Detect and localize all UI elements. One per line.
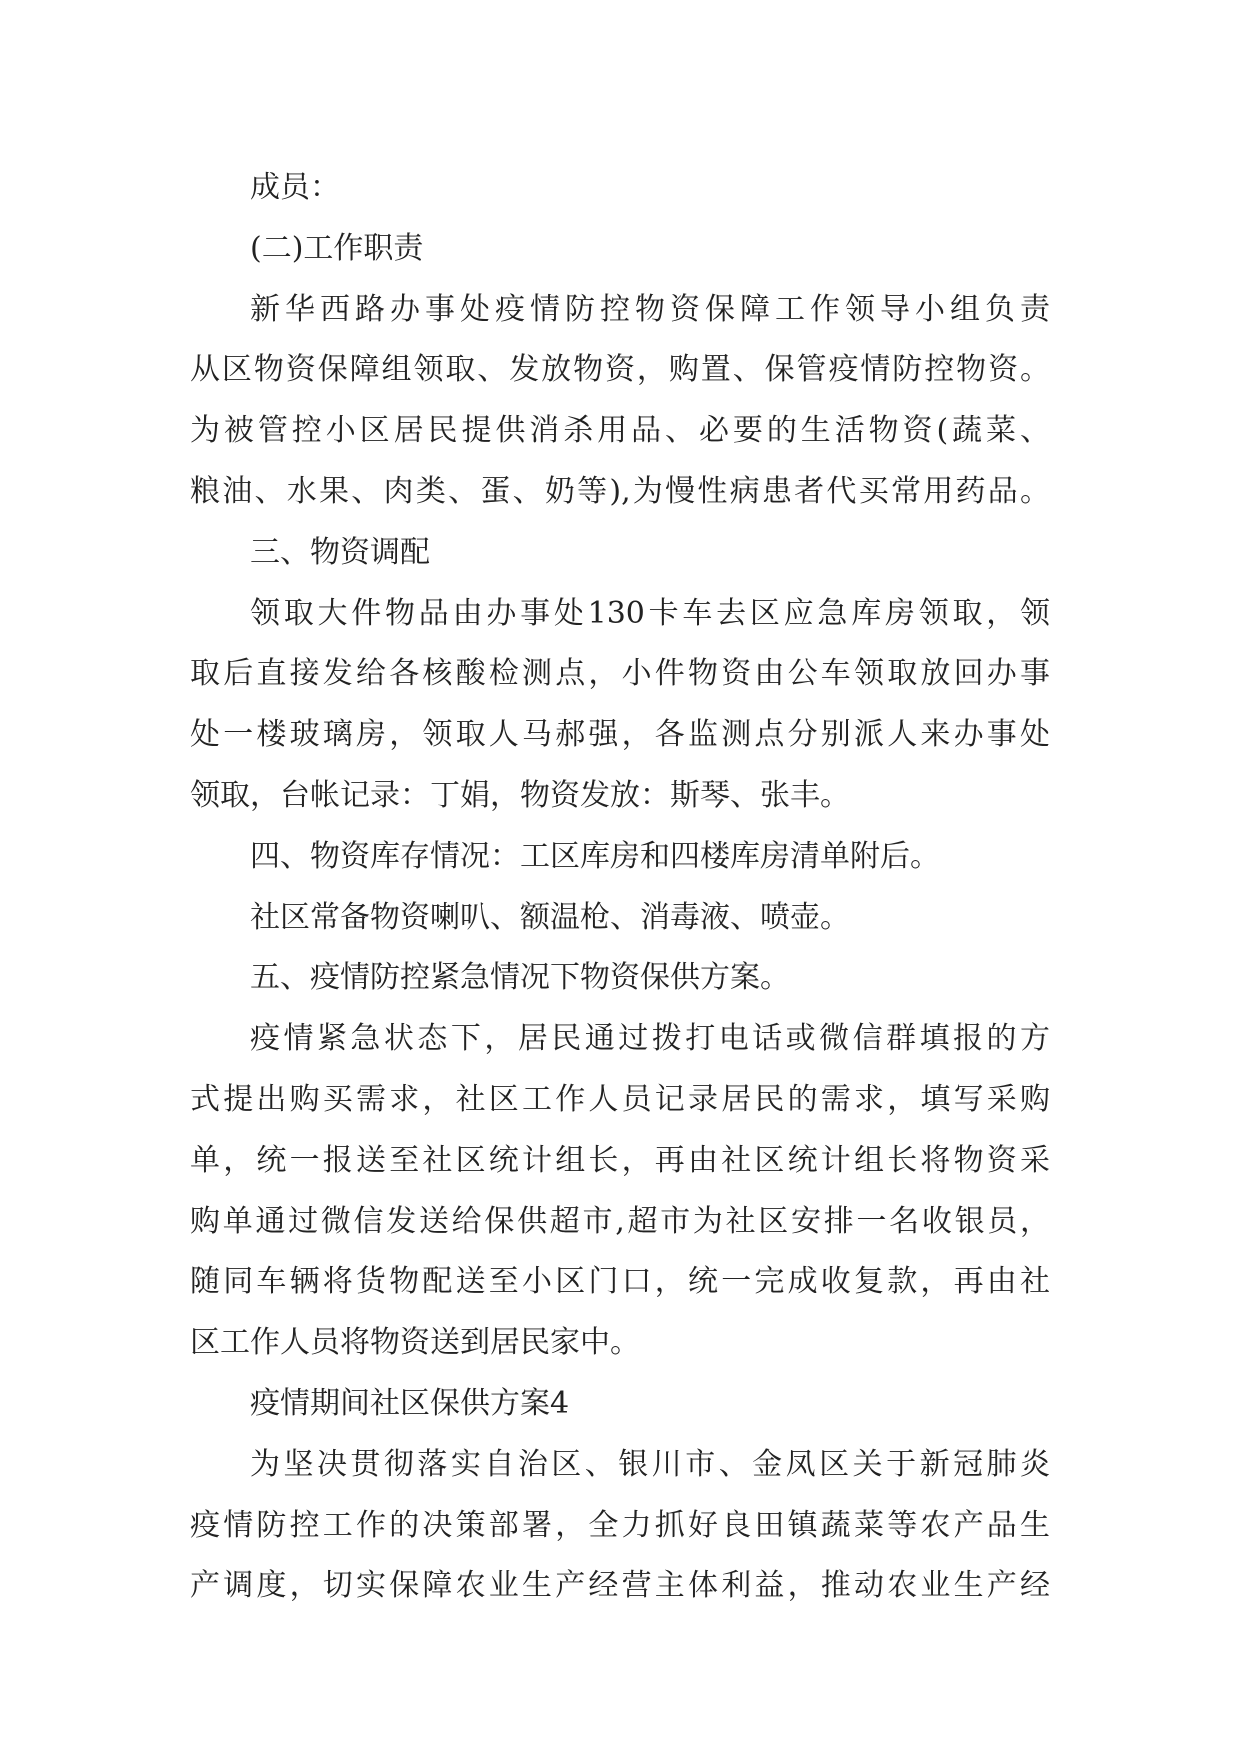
text-line: 领取大件物品由办事处130卡车去区应急库房领取，领 xyxy=(250,595,1050,631)
text-line: 购单通过微信发送给保供超市,超市为社区安排一名收银员， xyxy=(190,1203,1050,1239)
text-line: 粮油、水果、肉类、蛋、奶等),为慢性病患者代买常用药品。 xyxy=(190,473,1050,509)
text-line: 处一楼玻璃房，领取人马郝强，各监测点分别派人来办事处 xyxy=(190,717,1050,753)
text-line: 从区物资保障组领取、发放物资，购置、保管疫情防控物资。 xyxy=(190,352,1050,388)
text-line: 成员： xyxy=(250,170,340,205)
text-line: 疫情紧急状态下，居民通过拨打电话或微信群填报的方 xyxy=(250,1021,1050,1057)
text-line: 随同车辆将货物配送至小区门口，统一完成收复款，再由社 xyxy=(190,1264,1050,1300)
section-heading: 疫情期间社区保供方案4 xyxy=(250,1385,570,1421)
text-line: 新华西路办事处疫情防控物资保障工作领导小组负责 xyxy=(250,291,1050,327)
text-line: 式提出购买需求，社区工作人员记录居民的需求，填写采购 xyxy=(190,1081,1050,1117)
text-line: 疫情防控工作的决策部署，全力抓好良田镇蔬菜等农产品生 xyxy=(190,1507,1050,1543)
text-line: 为被管控小区居民提供消杀用品、必要的生活物资(蔬菜、 xyxy=(190,413,1050,449)
text-line: 取后直接发给各核酸检测点，小件物资由公车领取放回办事 xyxy=(190,656,1050,692)
text-line: 领取，台帐记录：丁娟，物资发放：斯琴、张丰。 xyxy=(190,777,850,813)
text-line: 为坚决贯彻落实自治区、银川市、金凤区关于新冠肺炎 xyxy=(250,1446,1050,1482)
text-line: 单，统一报送至社区统计组长，再由社区统计组长将物资采 xyxy=(190,1142,1050,1178)
section-heading: 三、物资调配 xyxy=(250,534,430,570)
text-line: 产调度，切实保障农业生产经营主体利益，推动农业生产经 xyxy=(190,1568,1050,1604)
text-line: 区工作人员将物资送到居民家中。 xyxy=(190,1325,640,1361)
section-heading: 五、疫情防控紧急情况下物资保供方案。 xyxy=(250,960,790,996)
section-heading: 四、物资库存情况：工区库房和四楼库房清单附后。 xyxy=(250,838,940,874)
text-line: 社区常备物资喇叭、额温枪、消毒液、喷壶。 xyxy=(250,899,850,935)
section-heading: (二)工作职责 xyxy=(250,230,424,266)
document-body xyxy=(190,158,1050,1617)
